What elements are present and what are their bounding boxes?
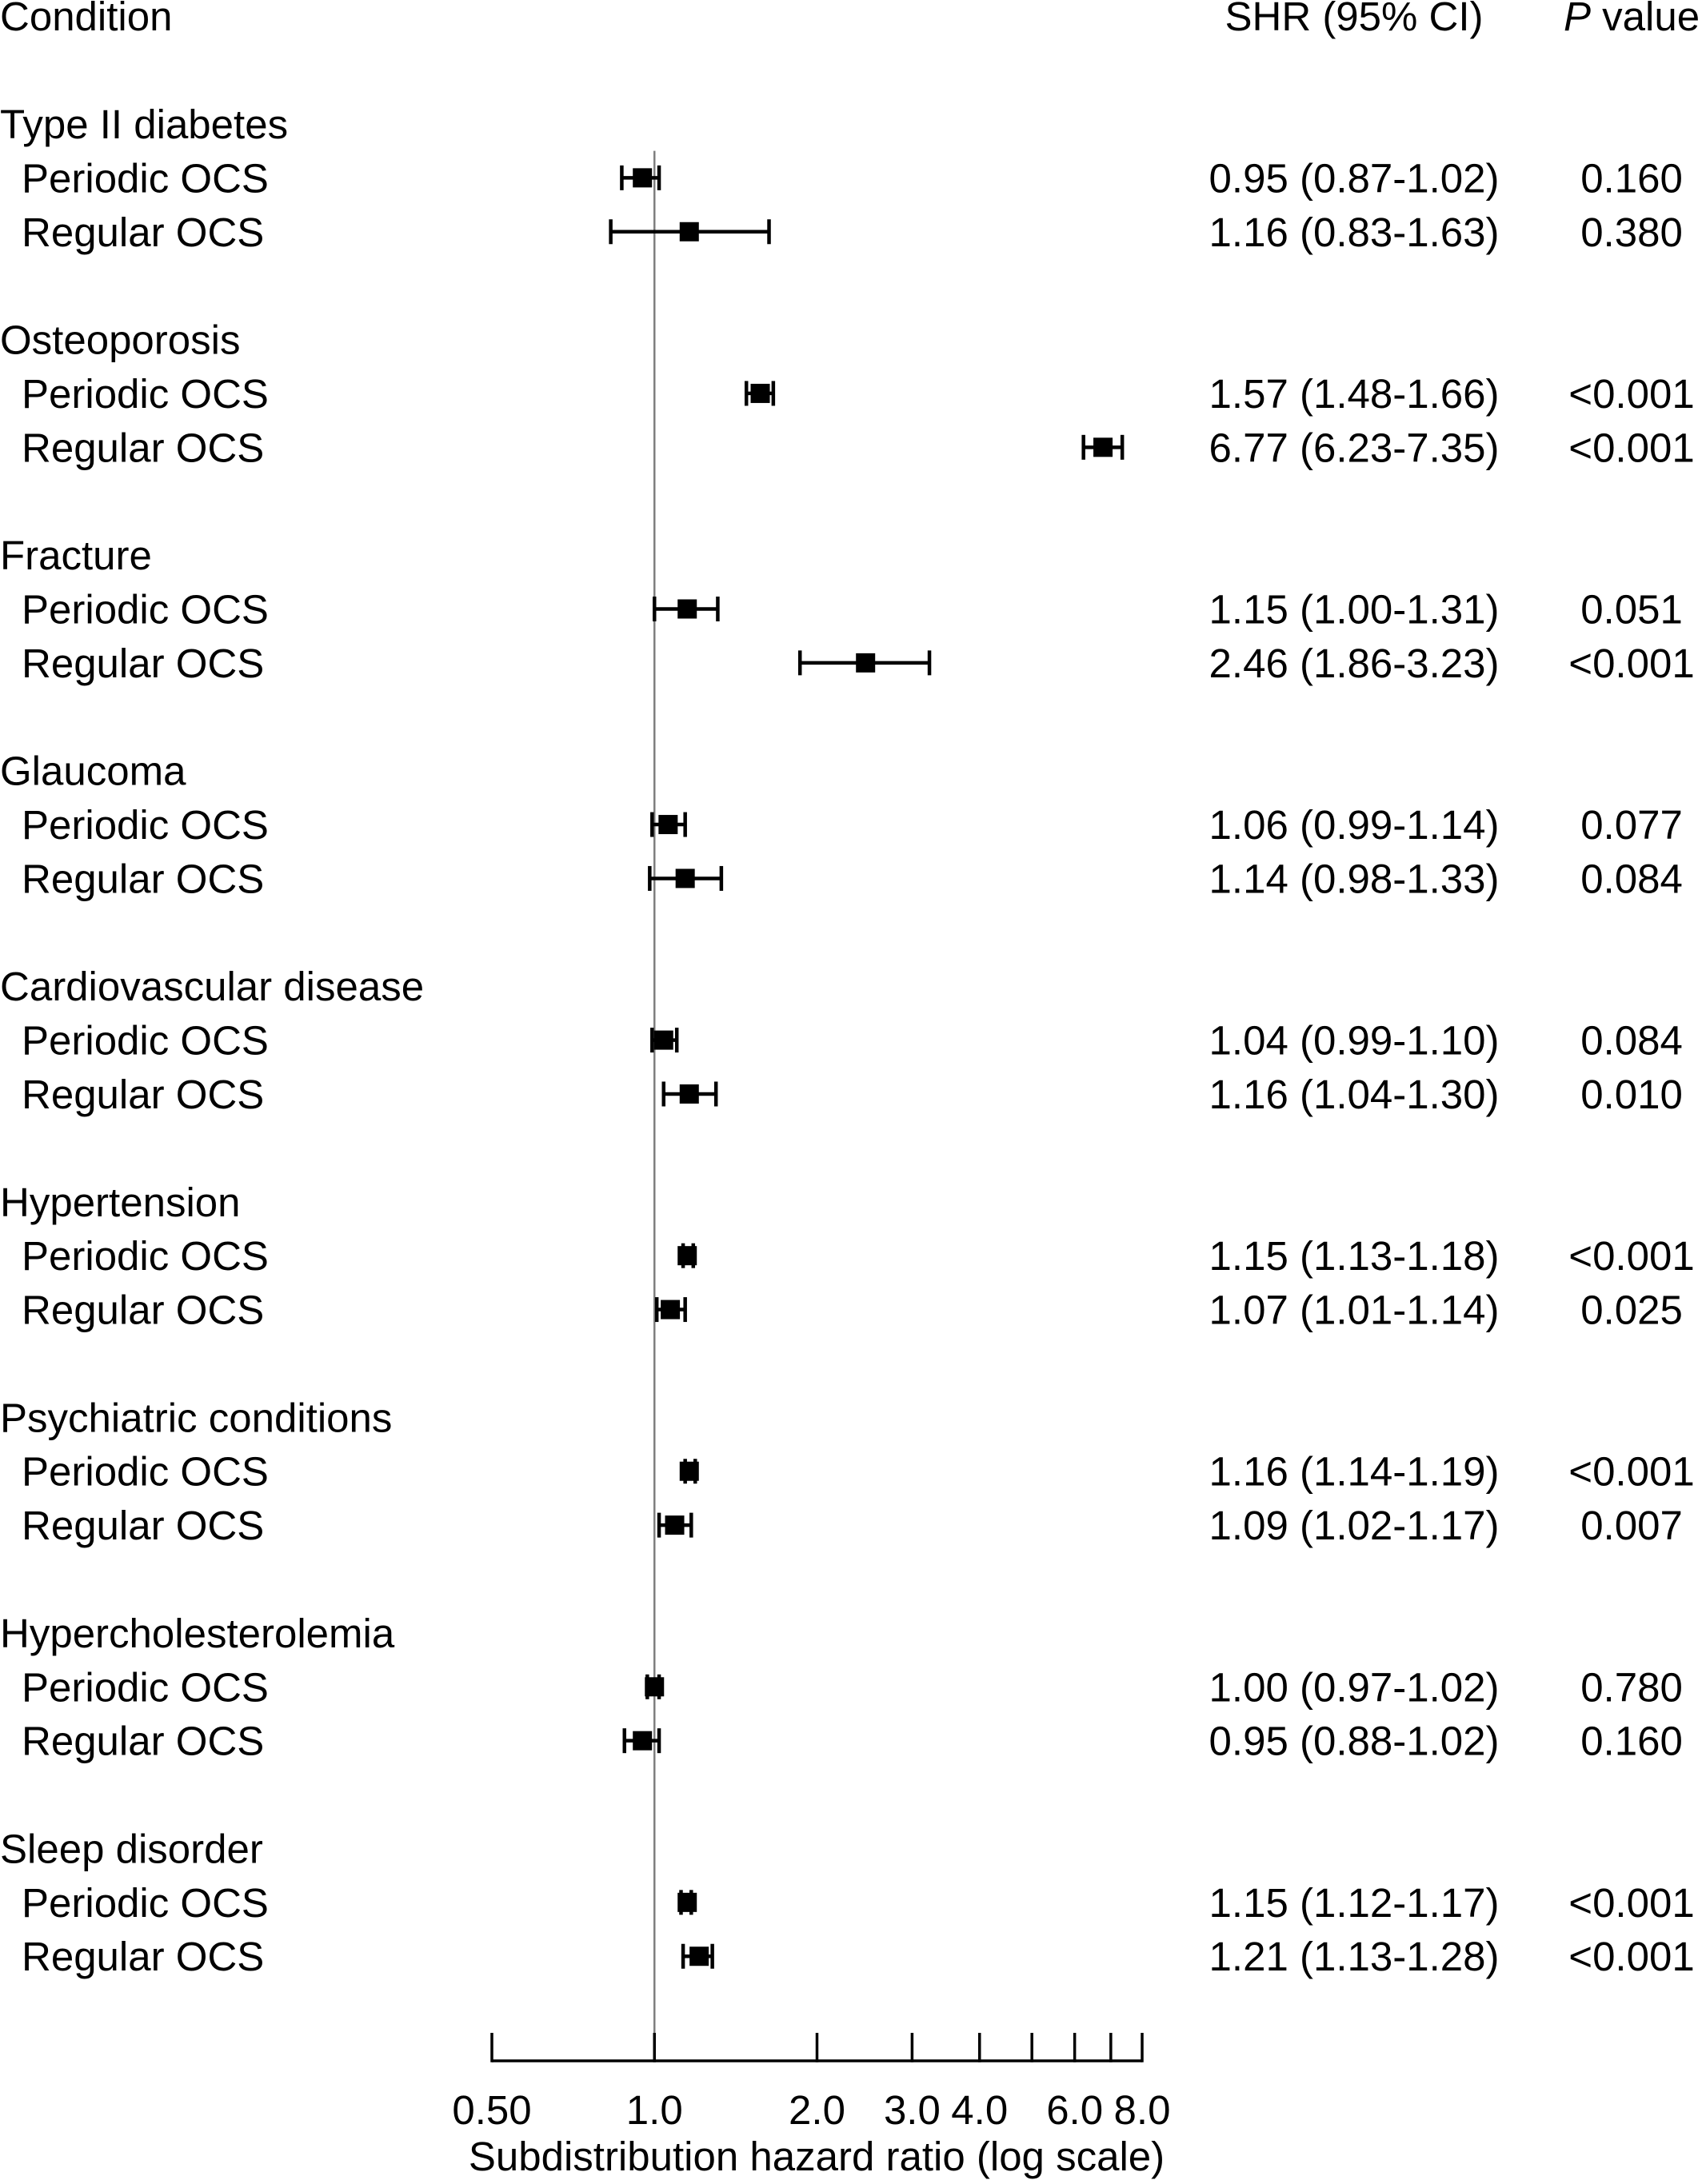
estimate-marker [633,1731,652,1751]
x-axis-tick-label: 2.0 [789,2087,845,2133]
estimate-marker [1093,437,1113,457]
treatment-label: Periodic OCS [22,1448,269,1495]
shr-ci-value: 1.57 (1.48-1.66) [1209,370,1500,417]
shr-ci-value: 1.15 (1.12-1.17) [1209,1879,1500,1926]
condition-label: Psychiatric conditions [0,1395,393,1441]
treatment-label: Regular OCS [22,640,265,686]
x-axis-tick-label: 3.0 [883,2087,941,2133]
p-value: 0.160 [1580,1718,1683,1764]
shr-ci-value: 1.16 (0.83-1.63) [1209,209,1500,255]
estimate-marker [633,168,652,187]
p-value: 0.025 [1580,1287,1683,1333]
estimate-marker [658,815,677,834]
condition-column-header: Condition [0,0,173,39]
estimate-marker [680,1084,699,1104]
condition-label: Sleep disorder [0,1826,263,1872]
shr-ci-value: 1.06 (0.99-1.14) [1209,802,1500,848]
estimate-marker [661,1300,680,1320]
shr-ci-value: 1.16 (1.04-1.30) [1209,1072,1500,1117]
shr-ci-value: 1.00 (0.97-1.02) [1209,1664,1500,1711]
p-value: <0.001 [1568,370,1695,417]
estimate-marker [645,1677,664,1696]
treatment-label: Periodic OCS [22,586,269,633]
shr-column-header: SHR (95% CI) [1225,0,1484,39]
p-value: <0.001 [1568,1879,1695,1926]
condition-label: Type II diabetes [0,101,289,147]
x-axis-tick-label: 4.0 [951,2087,1009,2133]
treatment-label: Periodic OCS [22,1017,269,1064]
estimate-marker [677,1893,697,1912]
p-value: <0.001 [1568,425,1695,471]
estimate-marker [680,222,699,242]
treatment-label: Regular OCS [22,425,265,471]
x-axis-title: Subdistribution hazard ratio (log scale) [468,2134,1165,2179]
estimate-marker [677,1246,697,1265]
p-value: 0.380 [1580,209,1683,255]
p-value: 0.160 [1580,155,1683,202]
p-value-header-italic: P [1563,0,1591,39]
treatment-label: Regular OCS [22,1287,265,1333]
treatment-label: Regular OCS [22,1503,265,1549]
p-value: <0.001 [1568,1448,1695,1495]
p-value-header-rest: value [1602,0,1700,39]
x-axis-tick-label: 0.50 [452,2087,532,2133]
p-value: <0.001 [1568,1233,1695,1280]
treatment-label: Periodic OCS [22,1879,269,1926]
shr-ci-value: 2.46 (1.86-3.23) [1209,640,1500,686]
condition-label: Osteoporosis [0,317,241,363]
shr-ci-value: 1.21 (1.13-1.28) [1209,1934,1500,1980]
condition-label: Cardiovascular disease [0,964,425,1010]
estimate-marker [676,868,695,888]
shr-ci-value: 1.16 (1.14-1.19) [1209,1448,1500,1495]
shr-ci-value: 0.95 (0.88-1.02) [1209,1718,1500,1764]
p-value: 0.007 [1580,1503,1683,1549]
estimate-marker [665,1515,685,1535]
estimate-marker [689,1946,709,1966]
p-value: 0.780 [1580,1664,1683,1711]
treatment-label: Periodic OCS [22,370,269,417]
condition-label: Hypertension [0,1179,241,1225]
shr-ci-value: 1.04 (0.99-1.10) [1209,1017,1500,1064]
p-value: 0.084 [1580,1017,1683,1064]
p-value: 0.084 [1580,856,1683,902]
shr-ci-value: 0.95 (0.87-1.02) [1209,155,1500,202]
p-value: <0.001 [1568,640,1695,686]
treatment-label: Regular OCS [22,209,265,255]
condition-label: Glaucoma [0,748,186,794]
treatment-label: Periodic OCS [22,155,269,202]
condition-label: Fracture [0,533,152,579]
shr-ci-value: 1.09 (1.02-1.17) [1209,1503,1500,1549]
treatment-label: Regular OCS [22,856,265,902]
p-value-column-header [1564,0,1700,39]
p-value: <0.001 [1568,1934,1695,1980]
shr-ci-value: 1.14 (0.98-1.33) [1209,856,1500,902]
shr-ci-value: 1.15 (1.13-1.18) [1209,1233,1500,1280]
treatment-label: Periodic OCS [22,1233,269,1280]
x-axis-tick-label: 6.0 [1046,2087,1104,2133]
estimate-marker [751,384,770,403]
p-value: 0.051 [1580,586,1683,633]
estimate-marker [680,1462,699,1481]
shr-ci-value: 1.07 (1.01-1.14) [1209,1287,1500,1333]
shr-ci-value: 6.77 (6.23-7.35) [1209,425,1500,471]
p-value: 0.077 [1580,802,1683,848]
treatment-label: Periodic OCS [22,802,269,848]
shr-ci-value: 1.15 (1.00-1.31) [1209,586,1500,633]
x-axis-tick-label: 1.0 [625,2087,683,2133]
x-axis-tick-label: 8.0 [1113,2087,1171,2133]
condition-label: Hypercholesterolemia [0,1610,395,1656]
estimate-marker [856,653,875,673]
treatment-label: Periodic OCS [22,1664,269,1711]
estimate-marker [677,599,697,618]
treatment-label: Regular OCS [22,1934,265,1980]
estimate-marker [654,1031,673,1050]
treatment-label: Regular OCS [22,1718,265,1764]
treatment-label: Regular OCS [22,1072,265,1117]
p-value: 0.010 [1580,1072,1683,1117]
